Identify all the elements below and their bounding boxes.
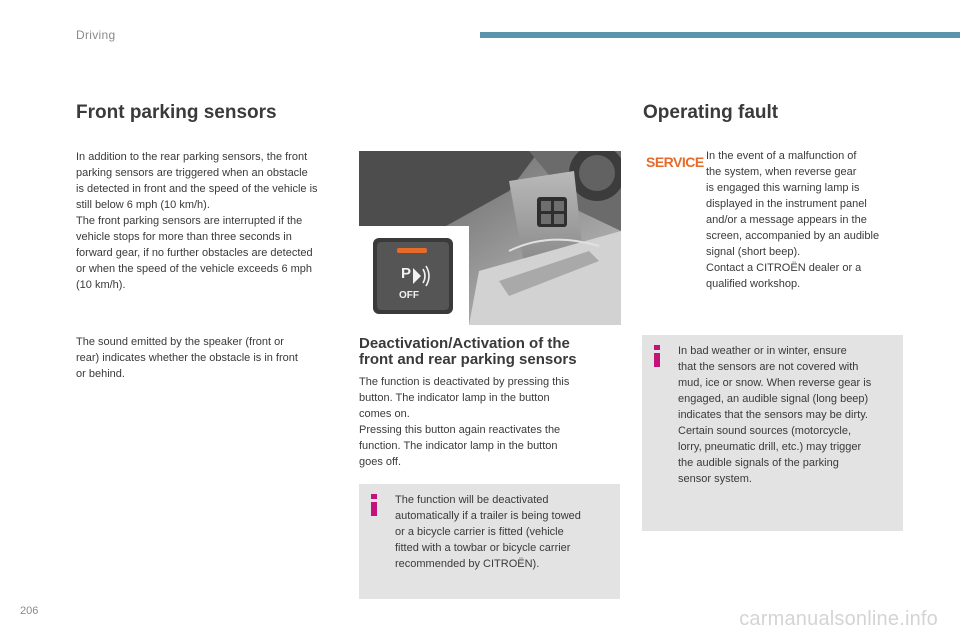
deactivation-body: The function is deactivated by pressing this button. The indicator lamp in the button comes on. Pressing this button again reactivates the function. The indicator lamp in the button goes off.: [359, 376, 570, 468]
off-label: OFF: [399, 290, 419, 301]
section-header: Driving: [76, 28, 116, 42]
front-sensors-paragraph-1: In addition to the rear parking sensors, the front parking sensors are triggered when an obstacle is detected in front and the speed of the vehicle is still below 6 mph (10 km/h). The front parking sensors are interrupted if the vehicle stops for more than three seconds in forward gear, if no further obstacles are detected or when the speed of the vehicle exceeds 6 mph (10 km/h).: [76, 151, 318, 291]
info-icon: [369, 494, 379, 516]
service-warning-lamp-icon: SERVICE: [646, 154, 704, 170]
header-accent-bar: [480, 32, 960, 38]
front-sensors-title: Front parking sensors: [76, 102, 277, 123]
svg-text:P: P: [401, 265, 412, 282]
info-icon: [652, 345, 662, 367]
operating-fault-body: In the event of a malfunction of the system, when reverse gear is engaged this warning lamp is displayed in the instrument panel and/or a message appears in the screen, accompanied by an audible signal (short beep). Contact a CITROËN dealer or a qualified workshop.: [706, 150, 880, 290]
operating-fault-title: Operating fault: [643, 102, 779, 123]
trailer-note-box: [359, 484, 620, 599]
watermark: carmanualsonline.info: [739, 608, 938, 630]
weather-note-box: [642, 335, 903, 531]
trailer-note-text: The function will be deactivated automatically if a trailer is being towed or a bicycle carrier is fitted (vehicle fitted with a towbar or bicycle carrier recommended by CITROËN).: [395, 494, 581, 570]
page-number: 206: [20, 605, 39, 617]
front-sensors-paragraph-2: The sound emitted by the speaker (front or rear) indicates whether the obstacle is in front or behind.: [76, 336, 298, 380]
park-sensor-off-button[interactable]: [373, 238, 453, 314]
weather-note-text: In bad weather or in winter, ensure that the sensors are not covered with mud, ice or snow. When reverse gear is engaged, an audible signal (long beep) indicates that the sensors may be dirty. Certain sound sources (motorcycle, lorry, pneumatic drill, etc.) may trigger the audible signals of the parking sensor system.: [678, 345, 872, 485]
deactivation-title: Deactivation/Activation of the front and rear parking sensors: [359, 335, 577, 368]
